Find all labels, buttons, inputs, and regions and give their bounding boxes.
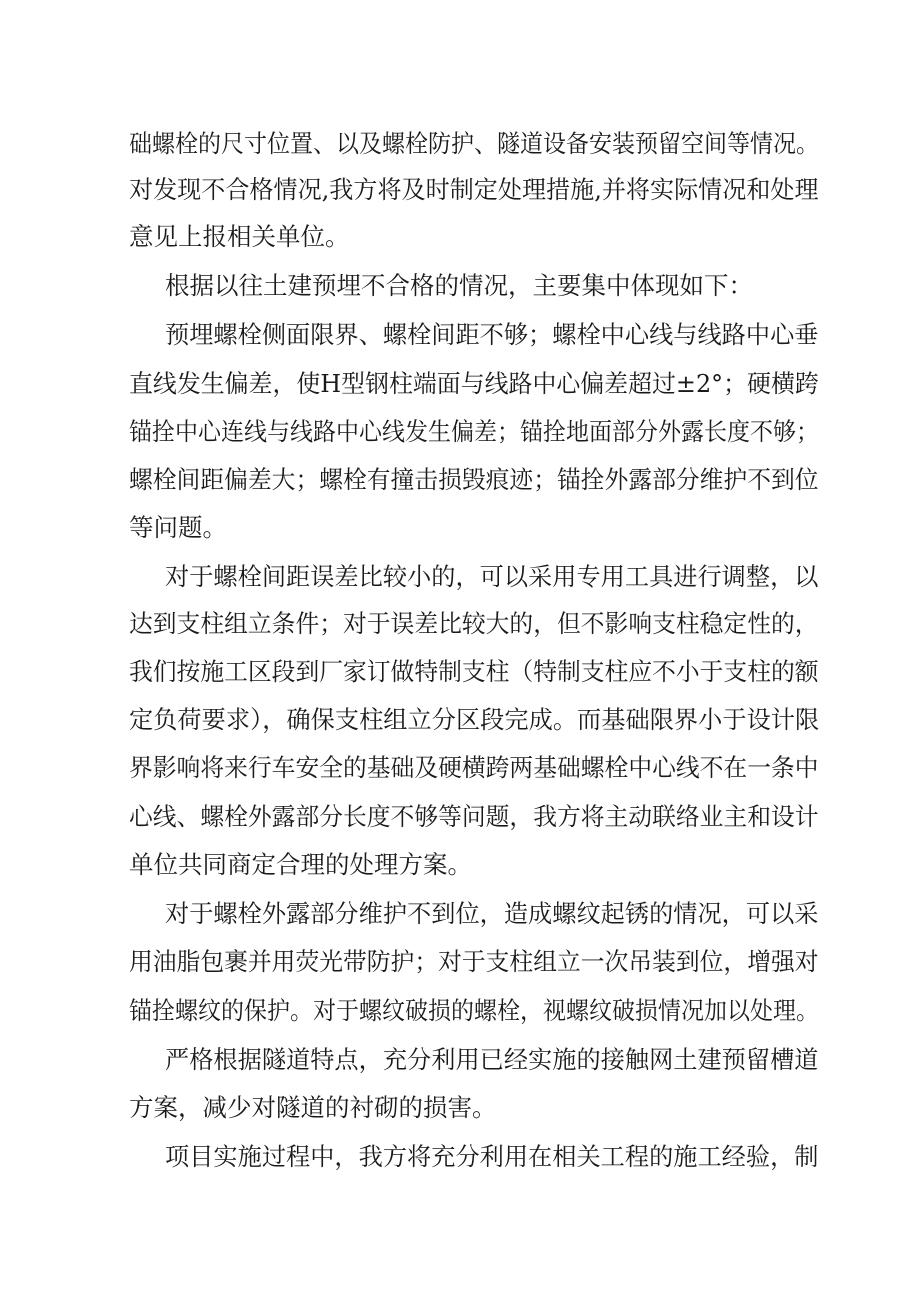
text-line: 项目实施过程中，我方将充分利用在相关工程的施工经验，制 xyxy=(165,1142,819,1171)
text-line: 对发现不合格情况,我方将及时制定处理措施,并将实际情况和处理 xyxy=(129,175,819,204)
text-line: 严格根据隧道特点，充分利用已经实施的接触网土建预留槽道 xyxy=(165,1045,819,1074)
text-line: 等问题。 xyxy=(129,513,227,542)
text-line: 定负荷要求），确保支柱组立分区段完成。而基础限界小于设计限 xyxy=(129,705,820,734)
text-line: 锚拴螺纹的保护。对于螺纹破损的螺栓，视螺纹破损情况加以处理。 xyxy=(129,996,820,1025)
text-line: 根据以往土建预埋不合格的情况，主要集中体现如下： xyxy=(165,271,753,300)
text-line: 锚拴中心连线与线路中心线发生偏差；锚拴地面部分外露长度不够； xyxy=(129,417,820,446)
text-line: 界影响将来行车安全的基础及硬横跨两基础螺栓中心线不在一条中 xyxy=(129,753,819,782)
text-line: 方案，减少对隧道的衬砌的损害。 xyxy=(129,1093,497,1122)
text-line: 对于螺栓外露部分维护不到位，造成螺纹起锈的情况，可以采 xyxy=(165,899,819,928)
text-line: 预埋螺栓侧面限界、螺栓间距不够；螺栓中心线与线路中心垂 xyxy=(165,320,819,349)
text-line: 意见上报相关单位。 xyxy=(129,222,350,251)
text-line: 单位共同商定合理的处理方案。 xyxy=(129,850,472,879)
text-line: 直线发生偏差，使H型钢柱端面与线路中心偏差超过±2°；硬横跨 xyxy=(129,369,819,398)
text-line: 对于螺栓间距误差比较小的，可以采用专用工具进行调整，以 xyxy=(165,562,819,591)
text-line: 螺栓间距偏差大；螺栓有撞击损毁痕迹；锚拴外露部分维护不到位 xyxy=(129,465,819,494)
text-line: 心线、螺栓外露部分长度不够等问题，我方将主动联络业主和设计 xyxy=(129,802,819,831)
text-line: 用油脂包裹并用荧光带防护；对于支柱组立一次吊装到位，增强对 xyxy=(129,947,819,976)
text-line: 我们按施工区段到厂家订做特制支柱（特制支柱应不小于支柱的额 xyxy=(129,657,819,686)
text-line: 达到支柱组立条件；对于误差比较大的，但不影响支柱稳定性的， xyxy=(129,609,819,638)
text-line: 础螺栓的尺寸位置、以及螺栓防护、隧道设备安装预留空间等情况。 xyxy=(129,129,820,158)
